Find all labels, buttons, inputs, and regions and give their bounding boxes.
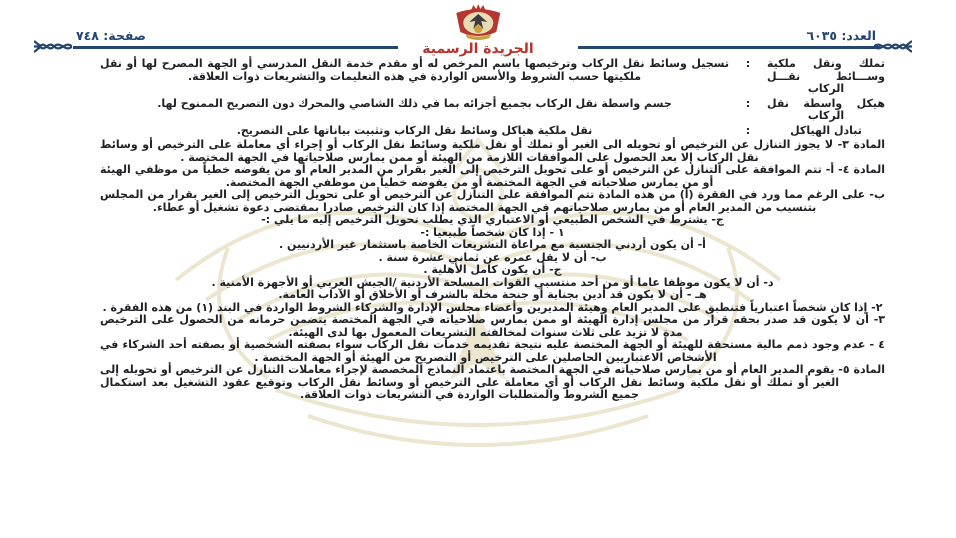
issue-number-label: العدد: ٦٠٣٥: [806, 28, 876, 43]
definition-separator: :: [745, 123, 751, 137]
definition-term: تملك ونقل ملكية وســـائط نقـــل الركاب: [767, 57, 885, 95]
header-rule-right: [578, 46, 880, 49]
definition-separator: :: [745, 57, 751, 70]
definition-text: تسجيل وسائط نقل الركاب وترخيصها باسم المرخص له أو مقدم خدمة النقل المدرسي أو الجهة المصرح لها أو نقل ملكيتها حسب الشروط والأسس الواردة في هذه التعليمات والتشريعات ذوات العلاقة.: [100, 57, 729, 83]
article-paragraph: ٤ - عدم وجود ذمم مالية مستحقة للهيئة أو الجهة المختصة عليه نتيجة تقديمه خدمات نقل الركاب سواء بصفته الشخصية أو بصفته أحد الشركاء في الأشخاص الاعتباريين الحاصلين على الترخيص أو التصريح من الهيئة أو الجهة المختصة .: [100, 338, 885, 364]
definition-separator: :: [745, 96, 751, 110]
article-paragraph: المادة ٥- يقوم المدير العام أو من يمارس صلاحياته في الجهة المختصة باعتماد النماذج المخصصة لإجراء معاملات التنازل عن الترخيص أو تحويله إلى الغير أو تملك أو نقل ملكية وسائط نقل الركاب أو أي معاملة على الترخيص أو وسائط نقل الركاب وتوقيع عقود التشغيل بعد استكمال جميع الشروط والمتطلبات الواردة في التشريعات ذوات العلاقة.: [100, 363, 885, 401]
articles-list: [100, 139, 885, 402]
article-paragraph: د- أن لا يكون موظفا عاما أو من أحد منتسبي القوات المسلحة الأردنية /الجيش العربي أو الأجهزة الأمنية .: [211, 275, 774, 289]
article-paragraph: ٢- إذا كان شخصاً اعتبارياً فتنطبق على المدير العام وهيئة المديرين وأعضاء مجلس الإدارة والشركاء الشروط الواردة في البند (١) من هذه الفقرة .: [102, 300, 883, 314]
gazette-title: الجريدة الرسمية: [422, 41, 534, 57]
page-number-label: صفحة: ٧٤٨: [76, 28, 146, 43]
article-paragraph: المادة ٣- لا يجوز التنازل عن الترخيص أو تحويله الى الغير أو تملك أو نقل ملكية وسائط نقل الركاب أو إجراء أي معاملة على الترخيص أو وسائط نقل الركاب إلا بعد الحصول على الموافقات اللازمة من الهيئة أو ممن يمارس صلاحياتها في الجهة المختصة .: [100, 138, 886, 164]
article-paragraph: ٣- أن لا يكون قد صدر بحقه قرار من مجلس إدارة الهيئة أو ممن يمارس صلاحياته في الجهة المختصة يتضمن حرمانه من الحصول على الترخيص مدة لا تزيد على ثلاث سنوات لمخالفته التشريعات المعمول بها لدى الهيئة.: [100, 313, 885, 339]
jordan-coat-of-arms-icon: [452, 2, 504, 42]
article-paragraph: هـ - أن لا يكون قد أدين بجناية أو جنحة مخلة بالشرف أو الأخلاق أو الآداب العامة.: [278, 288, 707, 301]
definition-row: [100, 58, 885, 96]
definition-term: تبادل الهياكل: [790, 123, 862, 137]
definition-text: جسم واسطة نقل الركاب بجميع أجزائه بما في ذلك الشاصي والمحرك دون التصريح الممنوح لها.: [157, 96, 672, 110]
article-paragraph: ١ - إذا كان شخصاً طبيعيا :-: [420, 225, 565, 239]
article-paragraph: المادة ٤- أ- تتم الموافقة على التنازل عن الترخيص أو على تحويل الترخيص إلى الغير بقرار من المدير العام أو من يفوضه خطياً من موظفي الهيئة أو من يمارس صلاحياته في الجهة المختصة أو من يفوضه خطياً من موظفي الجهة المختصة.: [100, 163, 886, 189]
article-paragraph: ج- أن يكون كامل الأهلية .: [423, 263, 562, 276]
article-paragraph: أ- أن يكون أردني الجنسية مع مراعاة التشريعات الخاصة باستثمار غير الأردنيين .: [279, 238, 706, 251]
definition-row: [100, 98, 885, 123]
masthead: [422, 2, 533, 56]
article-paragraph: ب- على الرغم مما ورد في الفقرة (أ) من هذه المادة تتم الموافقة على التنازل عن الترخيص أو على تحويل الترخيص إلى الغير بقرار من المجلس بتنسيب من المدير العام أو من يمارس صلاحياتهم في الجهة المختصة إذا كان الترخيص صادرا بمقتضى دعوة تشغيل أو عطاء.: [100, 188, 885, 214]
braid-ornament-icon: [34, 39, 72, 54]
article-paragraph: ب- أن لا يقل عمره عن ثماني عشرة سنة .: [378, 250, 607, 264]
definition-row: [100, 125, 885, 138]
braid-ornament-icon: [874, 39, 912, 54]
document-body: [100, 58, 885, 402]
definitions-list: [100, 58, 885, 137]
article-paragraph: ج- يشترط في الشخص الطبيعي أو الاعتباري الذي يطلب تحويل الترخيص إليه ما يلي :-: [261, 213, 724, 226]
header-rule-left: [73, 46, 398, 49]
definition-text: نقل ملكية هياكل وسائط نقل الركاب وتثبيت بياناتها على التصريح.: [236, 123, 593, 137]
definition-term: هيكل واسطة نقل الركاب: [767, 96, 885, 122]
